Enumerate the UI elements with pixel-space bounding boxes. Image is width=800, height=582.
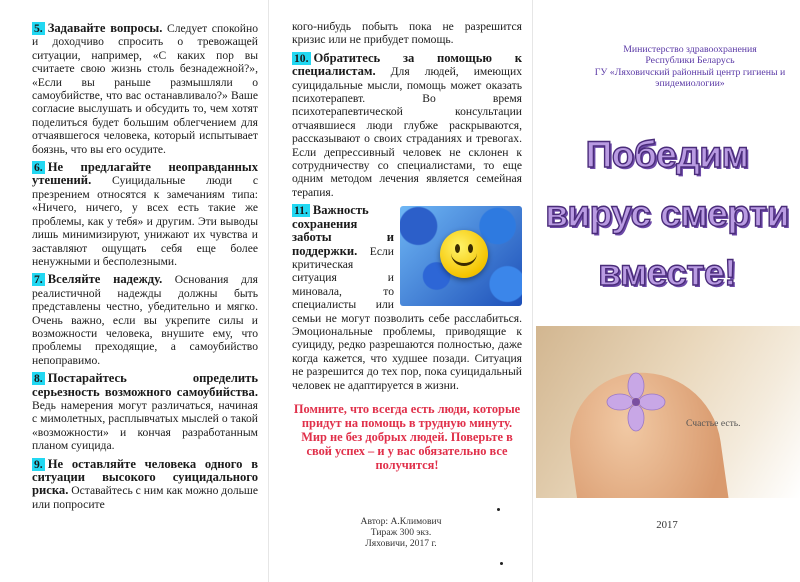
tip-10 (292, 52, 522, 199)
fold-line (532, 0, 533, 582)
tip-5 (32, 22, 258, 156)
tip-heading: Вселяйте надежду. (47, 272, 163, 287)
tip-number: 5. (34, 22, 43, 35)
print-speck (500, 562, 503, 565)
tip-text: Основания для реалистичной надежды должны быть представлены честно, убедительно и мягко. Очень важно, если вы укрепите силы и возможности человека, внушите ему, что проблемы преходящие, а самоубийство непоправимо. (32, 273, 258, 367)
tip-text: Оставайтесь с ним как можно дольше или попросите (32, 484, 258, 511)
smiley-balls-image (400, 206, 522, 306)
lilac-flower-icon (606, 372, 666, 432)
tip-9 (32, 458, 258, 512)
continued-text: кого-нибудь побыть пока не разрешится кризис или не прибудет помощь. (292, 20, 522, 47)
tip-7 (32, 273, 258, 367)
tip-number: 9. (34, 457, 43, 471)
cover-title-line: вместе! (598, 252, 736, 293)
print-speck (497, 508, 500, 511)
ministry-line: Республики Беларусь (645, 55, 735, 67)
tip-number: 6. (34, 161, 43, 175)
tip-text: Ведь намерения могут различаться, начиная с мимолетных, расплывчатых мыслей о такой «возможности» и кончая разработанным планом суицида. (32, 398, 258, 453)
tip-number: 11. (294, 204, 308, 218)
support-appeal: Помните, что всегда есть люди, которые придут на помощь в трудную минуту. Мир не без добрых людей. Поверьте в свой успех – и у вас обязательно все получится! (293, 401, 521, 472)
photo-caption: Счастье есть. (686, 418, 741, 429)
tip-heading: Задавайте вопросы. (47, 21, 163, 35)
cover-title-line: вирус смерти (545, 193, 789, 234)
author-line: Автор: А.Климович (360, 516, 442, 527)
place-year-line: Ляховичи, 2017 г. (365, 538, 437, 549)
tip-text: Суицидальные люди с презрением относятся к замечаниям типа: «Ничего, ничего, у всех есть такие же проблемы, как у тебя» и другим. Эти выводы лишь минимизируют, унижают их чувства и заставляют ощущать себя еще более ненужными и бесполезными. (32, 174, 258, 268)
inner-panel-middle (272, 0, 530, 582)
tip-text: Если критическая ситуация и миновала, то специалисты или семьи не могут позволить себе расслабиться. Эмоциональные проблемы, приводящие к суициду, редко разрешаются полностью, даже когда кажется, что худшее позади. Ситуация не разрешится до тех пор, пока суицидальный человек не адаптируется в жизни. (292, 244, 522, 392)
tip-heading: Не оставляйте человека одного в ситуации высокого суицидального риска. (32, 456, 258, 498)
tip-11 (292, 204, 522, 392)
tip-number: 10. (294, 51, 309, 65)
tip-6 (32, 161, 258, 268)
finger-flower-photo (536, 326, 800, 498)
tip-text: Следует спокойно и доходчиво спросить о тревожащей ситуации, например, «С каких пор вы считаете свою жизнь столь безнадежной?», «Если вы раньше размышляли о самоубийстве, что вас останавливало?» Ваше согласие выслушать и обсудить то, чем хотят поделиться будет большим облегчением для отчаявшегося человека, который испытывает боязнь, что вы его осудите. (32, 22, 258, 156)
fold-line (268, 0, 269, 582)
tip-heading: Важность сохранения заботы и поддержки. (292, 203, 394, 258)
tip-heading: Не предлагайте неоправданных утешений. (32, 160, 258, 188)
tip-heading: Постарайтесь определить серьезность возможного самоубийства. (32, 371, 258, 399)
tip-text: Для людей, имеющих суицидальные мысли, помощь может оказать психотерапевт. Во время психотерапевтической консультации отчаявшиеся люди глубже раскрываются, рассказывают о своих страданиях и тревогах. Если депрессивный человек не склонен к сотрудничеству со специалистами, то еще одним методом лечения является семейная терапия. (292, 65, 522, 199)
tip-number: 8. (34, 372, 43, 386)
tip-heading: Обратитесь за помощью к специалистам. (292, 50, 522, 79)
imprint (272, 516, 530, 549)
center-name: ГУ «Ляховичский районный центр гигиены и эпидемиологии» (594, 66, 786, 90)
issuer-block (590, 44, 790, 90)
circulation-line: Тираж 300 экз. (370, 527, 432, 538)
cover-panel (534, 0, 800, 582)
ministry-line: Министерство здравоохранения (623, 44, 757, 55)
tip-8 (32, 372, 258, 452)
cover-title-line: Победим (585, 134, 749, 175)
smiley-face-icon (440, 230, 488, 278)
cover-year: 2017 (656, 519, 678, 531)
inner-panel-left (0, 0, 270, 582)
tip-number: 7. (34, 273, 43, 287)
